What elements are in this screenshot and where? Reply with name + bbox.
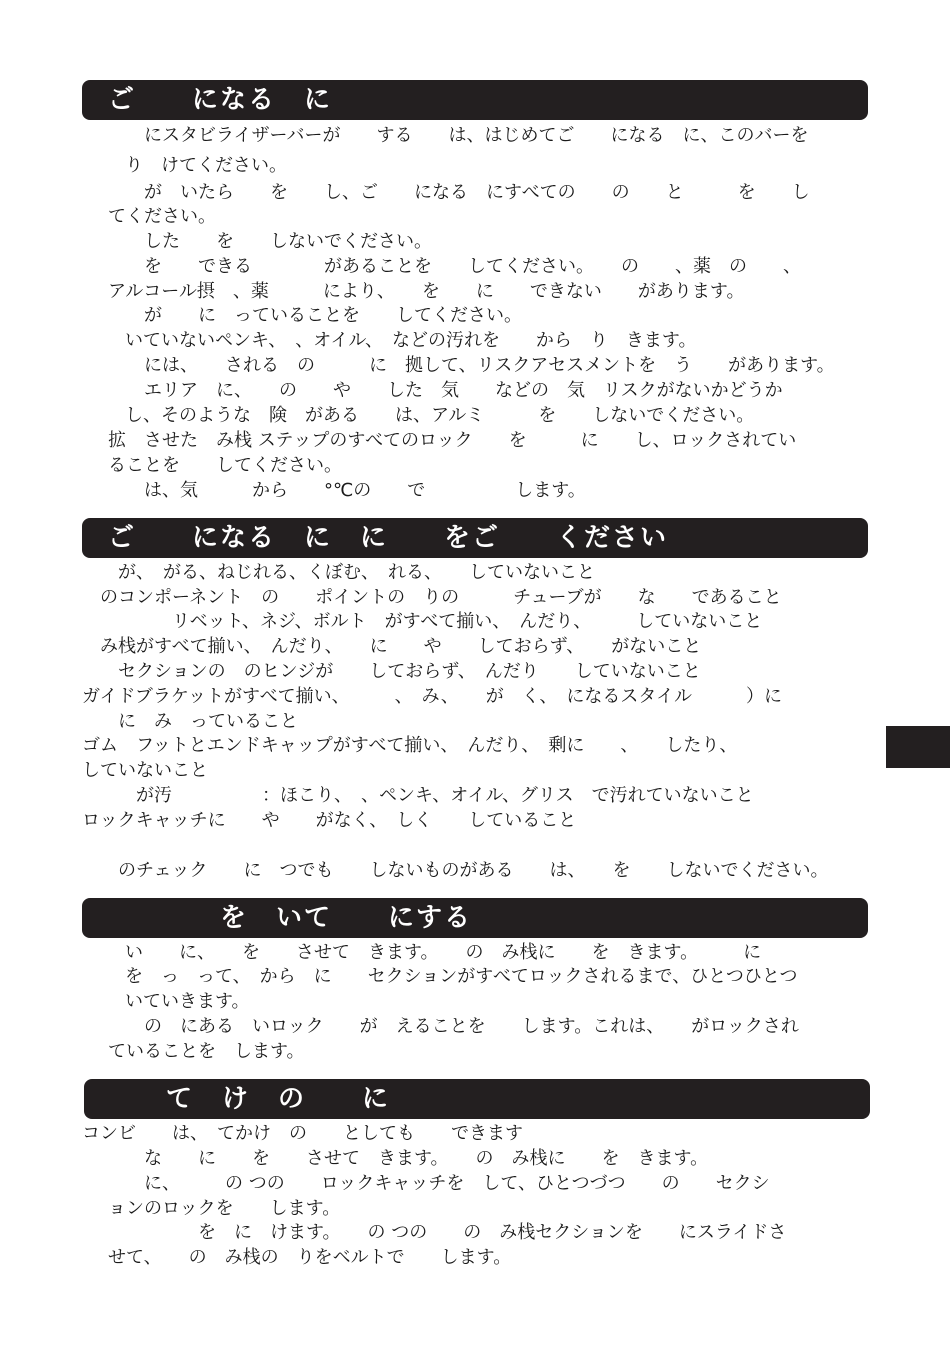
section-2-note: のチェック に つでも しないものがある は、 を しないでください。 xyxy=(100,860,829,881)
section-1-line: が に っていることを してください。 xyxy=(108,305,522,326)
section-2-line: ロックキャッチに や がなく、 しく していること xyxy=(82,810,577,831)
section-2-line: ゴム フットとエンドキャップがすべて揃い、 んだり、 剰に 、 したり、 xyxy=(82,735,738,756)
section-1-line: ることを してください。 xyxy=(108,455,342,476)
section-1-line: てください。 xyxy=(108,206,216,227)
section-3-line: ていることを します。 xyxy=(108,1041,305,1062)
section-3-line: の にある いロック が えることを します。これは、 がロックされ xyxy=(108,1016,799,1037)
section-1-line: した を しないでください。 xyxy=(108,231,432,252)
section-1-heading: ご になる に xyxy=(82,80,868,120)
section-1-line: いていないペンキ、 、オイル、 などの汚れを から り きます。 xyxy=(125,330,697,351)
section-1-line: し、そのような 険 がある は、アルミ を しないでください。 xyxy=(125,405,755,426)
section-3-line: を っ って、 から に セクションがすべてロックされるまで、ひとつひとつ xyxy=(125,966,798,987)
edge-index-tab xyxy=(886,726,950,768)
section-1-line: には、 される の に 拠して、リスクアセスメントを う があります。 xyxy=(108,355,835,376)
section-2-heading: ご になる に に をご ください xyxy=(82,518,868,558)
section-2-line: のコンポーネント の ポイントの りの チューブが な であること xyxy=(100,587,782,608)
section-4-line: に、 の つの ロックキャッチを して、ひとつづつ の セクシ xyxy=(108,1173,770,1194)
section-4-line: コンビ は、 てかけ の としても できます xyxy=(82,1123,523,1144)
section-2-line: セクションの のヒンジが しておらず、 んだり していないこと xyxy=(100,661,701,682)
section-1-line: り けてください。 xyxy=(125,155,287,176)
section-3-line: い に、 を させて きます。 の み栈に を きます。 に xyxy=(125,942,762,963)
section-2-line: み栈がすべて揃い、 んだり、 に や しておらず、 がないこと xyxy=(100,636,702,657)
section-1-line: アルコール摂 、薬 により、 を に できない があります。 xyxy=(108,281,745,302)
section-2-line: が汚 ：ほこり、 、ペンキ、オイル、グリス で汚れていないこと xyxy=(100,785,754,806)
section-4-line: ョンのロックを します。 xyxy=(108,1198,341,1219)
section-4-line: な に を させて きます。 の み栈に を きます。 xyxy=(108,1148,709,1169)
section-2-line: リベット、ネジ、ボルト がすべて揃い、 んだり、 していないこと xyxy=(100,611,763,632)
section-2-line: していないこと xyxy=(82,760,208,781)
section-3-heading: を いて にする xyxy=(82,898,868,938)
section-4-line: を に けます。 の つの の み栈セクションを にスライドさ xyxy=(108,1222,787,1243)
section-1-line: にスタビライザーバーが する は、はじめてご になる に、このバーを xyxy=(108,125,809,146)
section-2-line: が、 がる、ねじれる、くぼむ、 れる、 していないこと xyxy=(100,562,595,583)
section-1-line: は、気 から °℃の で します。 xyxy=(108,480,586,501)
section-1-line: エリア に、 の や した 気 などの 気 リスクがないかどうか xyxy=(108,380,783,401)
section-2-line: に み っていること xyxy=(100,711,298,732)
section-2-line: ガイドブラケットがすべて揃い、 、 み、 が く、 になるスタイル ）に xyxy=(82,686,783,707)
section-1-line: が いたら を し、ご になる にすべての の と を し xyxy=(108,182,810,203)
section-4-line: せて、 の み栈の りをベルトで します。 xyxy=(108,1247,512,1268)
section-4-heading: て け の に xyxy=(84,1079,870,1119)
section-1-line: を できる があることを してください。 の 、薬 の 、 xyxy=(108,256,801,277)
section-1-line: 拡 させた み栈 ステップのすべてのロック を に し、ロックされてい xyxy=(108,430,797,451)
section-3-line: いていきます。 xyxy=(125,991,250,1012)
